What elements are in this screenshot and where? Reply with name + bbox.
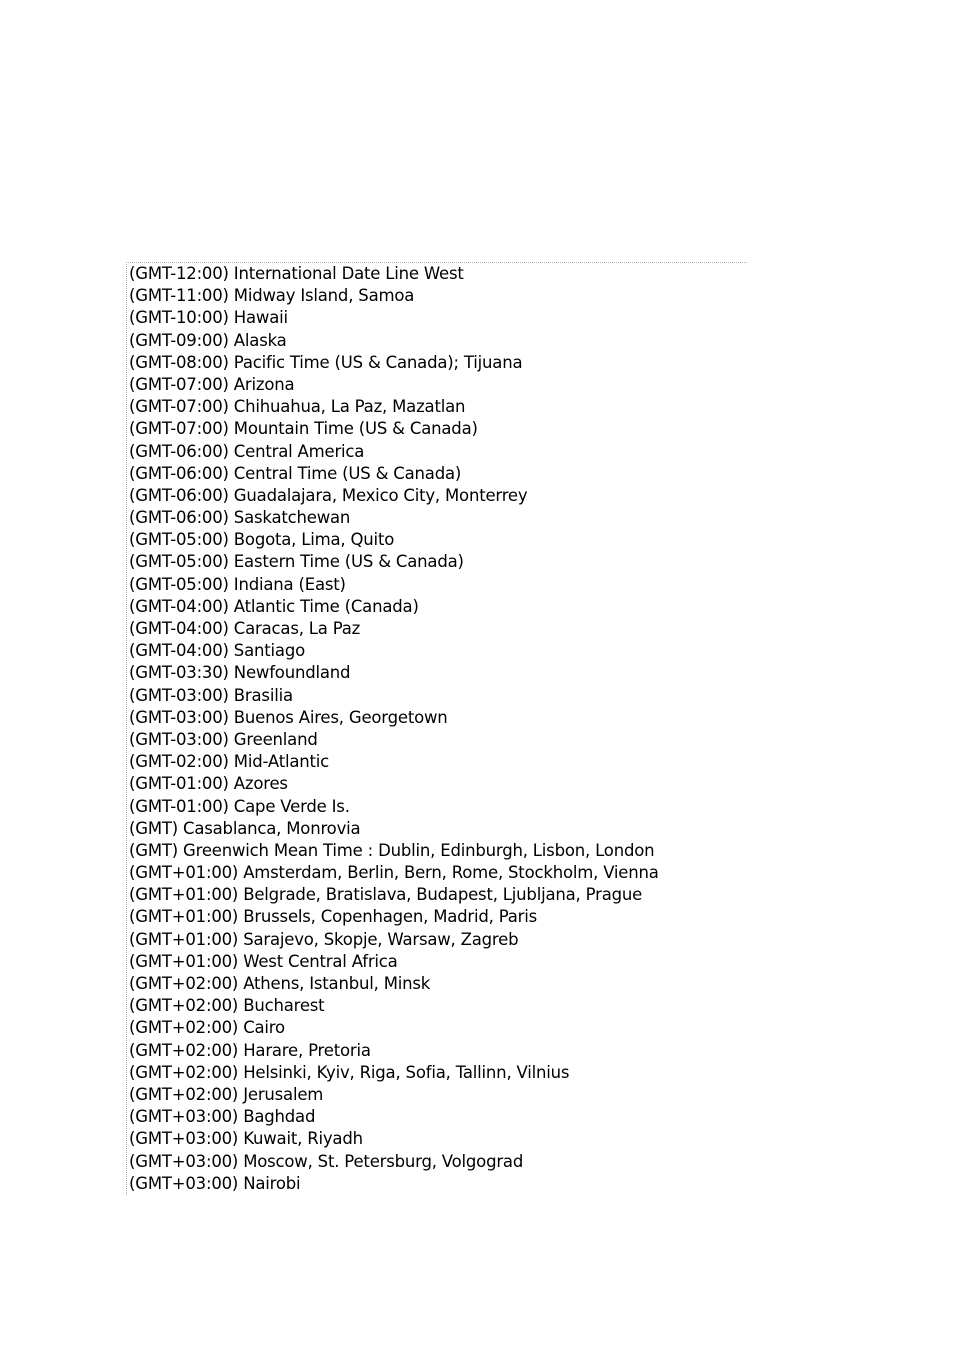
- timezone-option[interactable]: (GMT-05:00) Bogota, Lima, Quito: [129, 530, 395, 550]
- timezone-option[interactable]: (GMT-08:00) Pacific Time (US & Canada); Tijuana: [129, 352, 523, 372]
- timezone-option[interactable]: (GMT-04:00) Atlantic Time (Canada): [129, 596, 419, 616]
- timezone-option[interactable]: (GMT+01:00) Amsterdam, Berlin, Bern, Rome, Stockholm, Vienna: [129, 863, 659, 883]
- timezone-option[interactable]: (GMT) Greenwich Mean Time : Dublin, Edinburgh, Lisbon, London: [129, 840, 655, 860]
- timezone-option[interactable]: (GMT+01:00) Belgrade, Bratislava, Budapest, Ljubljana, Prague: [129, 885, 643, 905]
- timezone-option[interactable]: (GMT-01:00) Azores: [129, 774, 288, 794]
- timezone-option[interactable]: (GMT-05:00) Indiana (East): [129, 574, 346, 594]
- timezone-option[interactable]: (GMT-11:00) Midway Island, Samoa: [129, 286, 415, 306]
- timezone-option[interactable]: (GMT-02:00) Mid-Atlantic: [129, 752, 330, 772]
- timezone-option[interactable]: (GMT+02:00) Jerusalem: [129, 1084, 324, 1104]
- timezone-option[interactable]: (GMT-01:00) Cape Verde Is.: [129, 796, 350, 816]
- timezone-option[interactable]: (GMT) Casablanca, Monrovia: [129, 818, 361, 838]
- timezone-option[interactable]: (GMT+02:00) Bucharest: [129, 996, 325, 1016]
- timezone-option[interactable]: (GMT-03:30) Newfoundland: [129, 663, 351, 683]
- timezone-option[interactable]: (GMT+01:00) Sarajevo, Skopje, Warsaw, Zagreb: [129, 929, 519, 949]
- timezone-option[interactable]: (GMT-06:00) Central America: [129, 441, 365, 461]
- timezone-option[interactable]: (GMT-06:00) Guadalajara, Mexico City, Monterrey: [129, 485, 528, 505]
- timezone-option[interactable]: (GMT-10:00) Hawaii: [129, 308, 288, 328]
- timezone-option[interactable]: (GMT+02:00) Athens, Istanbul, Minsk: [129, 974, 431, 993]
- timezone-option[interactable]: (GMT-07:00) Mountain Time (US & Canada): [129, 419, 478, 439]
- timezone-option[interactable]: (GMT-04:00) Santiago: [129, 641, 305, 661]
- timezone-option[interactable]: (GMT-06:00) Saskatchewan: [129, 508, 351, 528]
- timezone-option[interactable]: (GMT+01:00) West Central Africa: [129, 951, 398, 971]
- timezone-option[interactable]: (GMT+03:00) Baghdad: [129, 1107, 316, 1127]
- timezone-option[interactable]: (GMT-05:00) Eastern Time (US & Canada): [129, 552, 464, 572]
- timezone-option[interactable]: (GMT-03:00) Brasilia: [129, 685, 293, 705]
- timezone-option[interactable]: (GMT+03:00) Nairobi: [129, 1173, 301, 1193]
- timezone-option[interactable]: (GMT-06:00) Central Time (US & Canada): [129, 463, 462, 483]
- timezone-option[interactable]: (GMT+01:00) Brussels, Copenhagen, Madrid, Paris: [129, 907, 538, 927]
- timezone-option[interactable]: (GMT+02:00) Harare, Pretoria: [129, 1040, 371, 1060]
- timezone-option[interactable]: (GMT+02:00) Helsinki, Kyiv, Riga, Sofia, Tallinn, Vilnius: [129, 1062, 570, 1082]
- timezone-option[interactable]: (GMT-04:00) Caracas, La Paz: [129, 619, 361, 638]
- timezone-option[interactable]: (GMT-03:00) Buenos Aires, Georgetown: [129, 707, 448, 727]
- timezone-option[interactable]: (GMT+03:00) Moscow, St. Petersburg, Volgograd: [129, 1151, 524, 1171]
- timezone-option[interactable]: (GMT-09:00) Alaska: [129, 330, 287, 350]
- timezone-option[interactable]: (GMT+03:00) Kuwait, Riyadh: [129, 1129, 363, 1149]
- timezone-option[interactable]: (GMT-03:00) Greenland: [129, 729, 318, 749]
- timezone-option[interactable]: (GMT+02:00) Cairo: [129, 1018, 285, 1038]
- timezone-option[interactable]: (GMT-07:00) Arizona: [129, 374, 295, 394]
- timezone-dropdown-list[interactable]: [126, 262, 747, 1195]
- timezone-option[interactable]: (GMT-12:00) International Date Line West: [129, 264, 464, 283]
- timezone-option[interactable]: (GMT-07:00) Chihuahua, La Paz, Mazatlan: [129, 397, 466, 417]
